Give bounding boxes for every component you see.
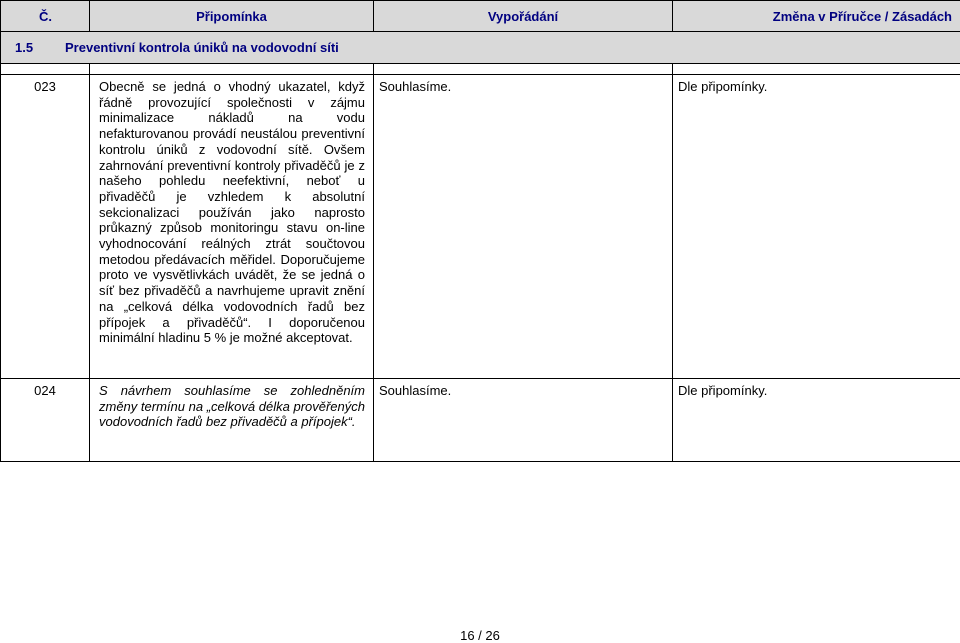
row-settlement: Souhlasíme. [374, 75, 673, 379]
table-header-row [1, 1, 960, 32]
table-row [1, 379, 960, 462]
section-number: 1.5 [15, 40, 34, 55]
row-number: 023 [1, 75, 90, 379]
spacer-cell [673, 64, 960, 75]
section-heading [1, 32, 960, 64]
row-comment: S návrhem souhlasíme se zohledněním změny termínu na „celková délka prověřených vodovodních řadů bez přivaděčů a přípojek“. [90, 379, 374, 462]
column-header-number: Č. [1, 1, 90, 32]
page-number: 16 / 26 [460, 628, 500, 643]
row-comment: Obecně se jedná o vhodný ukazatel, když řádně provozující společnosti v zájmu minimalizace nákladů na vodu nefakturovanou provádí neustálou preventivní kontrolu úniků z vodovodní sítě. Ovšem zahrnování preventivní kontroly přivaděčů je z našeho pohledu neefektivní, neboť u přivaděčů je vzhledem k absolutní sekcionalizaci používán jako naprosto průkazný způsob monitoringu stavu on-line vyhodnocování reálných ztrát součtovou metodou předávacích měřidel. Doporučujeme proto ve vysvětlivkách uvádět, že se jedná o síť bez přivaděčů a navrhujeme upravit znění na „celková délka vodovodních řadů bez přípojek a přivaděčů“. I doporučenou minimální hladinu 5 % je možné akceptovat. [90, 75, 374, 379]
table-row [1, 75, 960, 379]
section-title: Preventivní kontrola úniků na vodovodní síti [65, 40, 339, 55]
row-number: 024 [1, 379, 90, 462]
column-header-comment: Připomínka [90, 1, 374, 32]
row-settlement: Souhlasíme. [374, 379, 673, 462]
spacer-cell [90, 64, 374, 75]
spacer-row [1, 64, 960, 75]
spacer-cell [374, 64, 673, 75]
column-header-change: Změna v Příručce / Zásadách [673, 1, 960, 32]
section-row [1, 32, 960, 64]
spacer-cell [1, 64, 90, 75]
row-change: Dle připomínky. [673, 379, 960, 462]
column-header-settlement: Vypořádání [374, 1, 673, 32]
row-change: Dle připomínky. [673, 75, 960, 379]
